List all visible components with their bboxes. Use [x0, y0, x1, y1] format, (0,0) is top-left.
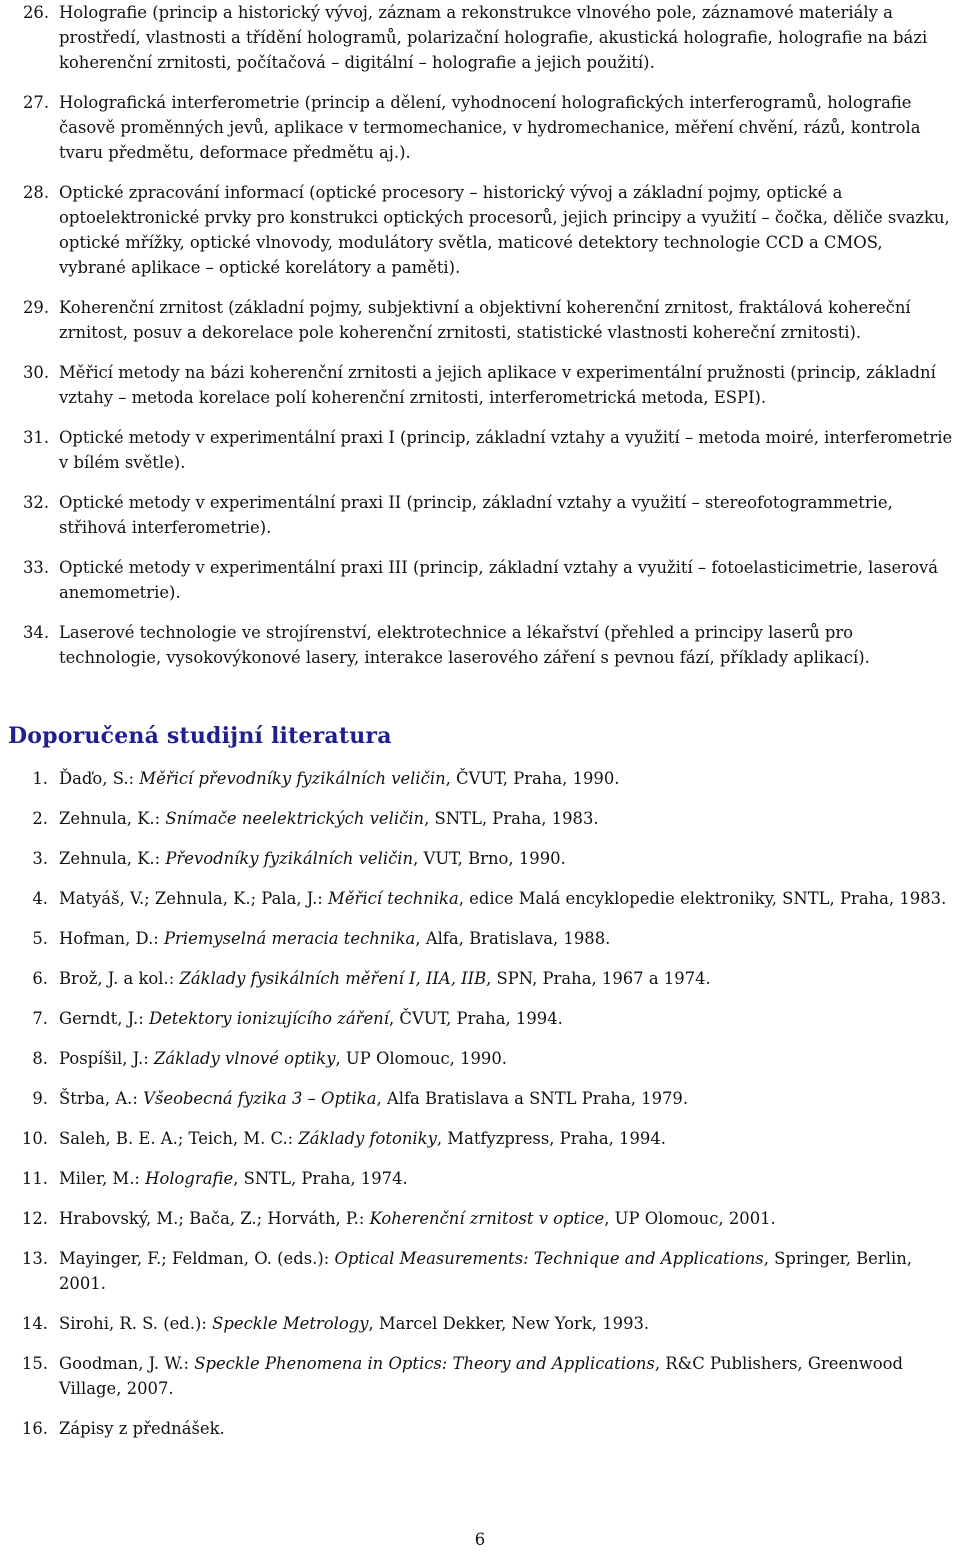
reference-publisher: , Matfyzpress, Praha, 1994. [436, 1129, 666, 1148]
page-number: 6 [474, 1530, 486, 1549]
reference-author: Miler, M.: [59, 1169, 146, 1188]
reference-title: Měřicí technika [328, 889, 459, 908]
reference-title: Holografie [145, 1169, 234, 1188]
reference-item [0, 886, 960, 911]
reference-number: 4. [32, 889, 48, 908]
reference-author: Brož, J. a kol.: [59, 969, 180, 988]
reference-publisher: , Springer, Berlin, 2001. [59, 1249, 912, 1293]
topic-number: 26. [23, 3, 50, 22]
reference-author: Ďaďo, S.: [59, 769, 140, 788]
topic-text: Optické zpracování informací (optické procesory – historický vývoj a základní pojmy, optické a optoelektronické prvky pro konstrukci optických procesorů, jejich principy a využití – čočka, děliče svazku, optické mřížky, optické vlnovody, modulátory světla, maticové detektory technologie CCD a CMOS, vybrané aplikace – optické korelátory a paměti). [59, 183, 950, 277]
topic-item [0, 490, 960, 540]
reference-item [0, 806, 960, 831]
reference-author: Gerndt, J.: [59, 1009, 149, 1028]
topic-number: 32. [23, 493, 50, 512]
topic-text: Optické metody v experimentální praxi II (princip, základní vztahy a využití – stereofotogrammetrie, střihová interferometrie). [59, 493, 893, 537]
reference-item [0, 1046, 960, 1071]
reference-title: Snímače neelektrických veličin [165, 809, 425, 828]
reference-number: 6. [32, 969, 48, 988]
topic-number: 34. [23, 623, 50, 642]
reference-number: 7. [32, 1009, 48, 1028]
reference-publisher: , Alfa Bratislava a SNTL Praha, 1979. [376, 1089, 689, 1108]
topic-text: Holografie (princip a historický vývoj, záznam a rekonstrukce vlnového pole, záznamové materiály a prostředí, vlastnosti a třídění hologramů, polarizační holografie, akustická holografie, holografie na bázi koherenční zrnitosti, počítačová – digitální – holografie a jejich použití). [59, 3, 928, 72]
reference-publisher: , UP Olomouc, 2001. [604, 1209, 776, 1228]
reference-item [0, 1416, 960, 1441]
reference-number: 9. [32, 1089, 48, 1108]
reference-author: Goodman, J. W.: [59, 1354, 195, 1373]
topic-number: 30. [23, 363, 50, 382]
reference-item [0, 1006, 960, 1031]
reference-item [0, 1351, 960, 1401]
reference-title: Všeobecná fyzika 3 – Optika [143, 1089, 377, 1108]
reference-number: 10. [21, 1129, 48, 1148]
reference-title: Speckle Phenomena in Optics: Theory and Applications [194, 1354, 655, 1373]
reference-title: Koherenční zrnitost v optice [369, 1209, 605, 1228]
reference-publisher: , VUT, Brno, 1990. [413, 849, 566, 868]
topic-number: 27. [23, 93, 50, 112]
topic-text: Laserové technologie ve strojírenství, elektrotechnice a lékařství (přehled a principy laserů pro technologie, vysokovýkonové lasery, interakce laserového záření s pevnou fází, příklady aplikací). [59, 623, 870, 667]
reference-publisher: , UP Olomouc, 1990. [335, 1049, 507, 1068]
topic-item [0, 295, 960, 345]
reference-author: Saleh, B. E. A.; Teich, M. C.: [59, 1129, 299, 1148]
reference-author: Zehnula, K.: [59, 809, 166, 828]
reference-item [0, 1311, 960, 1336]
reference-author: Hrabovský, M.; Bača, Z.; Horváth, P.: [59, 1209, 370, 1228]
reference-publisher: , SNTL, Praha, 1983. [424, 809, 599, 828]
topic-text: Koherenční zrnitost (základní pojmy, subjektivní a objektivní koherenční zrnitost, fraktálová kohereční zrnitost, posuv a dekorelace pole koherenční zrnitosti, statistické vlastnosti kohereční zrnitosti). [59, 298, 911, 342]
reference-number: 15. [21, 1354, 48, 1373]
literature-heading: Doporučená studijní literatura [8, 723, 392, 749]
topic-number: 29. [23, 298, 50, 317]
reference-publisher: , Alfa, Bratislava, 1988. [415, 929, 611, 948]
reference-title: Měřicí převodníky fyzikálních veličin [139, 769, 446, 788]
reference-publisher: , R&C Publishers, Greenwood Village, 2007. [59, 1354, 903, 1398]
reference-number: 12. [21, 1209, 48, 1228]
reference-number: 3. [32, 849, 48, 868]
topic-text: Holografická interferometrie (princip a dělení, vyhodnocení holografických interferogramů, holografie časově proměnných jevů, aplikace v termomechanice, v hydromechanice, měření chvění, rázů, kontrola tvaru předmětu, deformace předmětu aj.). [59, 93, 921, 162]
topic-number: 28. [23, 183, 50, 202]
reference-number: 5. [32, 929, 48, 948]
reference-number: 13. [21, 1249, 48, 1268]
reference-publisher: , Marcel Dekker, New York, 1993. [368, 1314, 650, 1333]
reference-number: 16. [21, 1419, 48, 1438]
reference-title: Převodníky fyzikálních veličin [165, 849, 414, 868]
topic-item [0, 360, 960, 410]
topic-item [0, 425, 960, 475]
topic-text: Optické metody v experimentální praxi III (princip, základní vztahy a využití – fotoelasticimetrie, laserová anemometrie). [59, 558, 938, 602]
topic-list [0, 0, 960, 685]
topic-item [0, 180, 960, 280]
reference-author: Zápisy z přednášek. [59, 1419, 225, 1438]
reference-item [0, 846, 960, 871]
reference-author: Zehnula, K.: [59, 849, 166, 868]
reference-number: 8. [32, 1049, 48, 1068]
reference-author: Mayinger, F.; Feldman, O. (eds.): [59, 1249, 335, 1268]
reference-number: 14. [21, 1314, 48, 1333]
reference-item [0, 1086, 960, 1111]
reference-title: Priemyselná meracia technika [164, 929, 416, 948]
reference-title: Optical Measurements: Technique and Applications [334, 1249, 764, 1268]
reference-author: Štrba, A.: [59, 1089, 144, 1108]
reference-item [0, 1246, 960, 1296]
reference-list [0, 766, 960, 1456]
reference-item [0, 1126, 960, 1151]
reference-title: Speckle Metrology [212, 1314, 369, 1333]
reference-item [0, 1166, 960, 1191]
topic-number: 33. [23, 558, 50, 577]
reference-item [0, 966, 960, 991]
topic-item [0, 555, 960, 605]
topic-item [0, 90, 960, 165]
reference-author: Hofman, D.: [59, 929, 165, 948]
reference-publisher: , ČVUT, Praha, 1990. [445, 769, 620, 788]
reference-publisher: , SNTL, Praha, 1974. [233, 1169, 408, 1188]
reference-title: Základy vlnové optiky [153, 1049, 336, 1068]
reference-number: 2. [32, 809, 48, 828]
reference-author: Matyáš, V.; Zehnula, K.; Pala, J.: [59, 889, 329, 908]
reference-title: Základy fysikálních měření I, IIA, IIB [179, 969, 487, 988]
reference-number: 11. [21, 1169, 48, 1188]
reference-item [0, 926, 960, 951]
reference-publisher: , SPN, Praha, 1967 a 1974. [486, 969, 711, 988]
topic-item [0, 620, 960, 670]
topic-number: 31. [23, 428, 50, 447]
reference-item [0, 766, 960, 791]
reference-number: 1. [32, 769, 48, 788]
topic-item [0, 0, 960, 75]
reference-title: Základy fotoniky [298, 1129, 437, 1148]
reference-item [0, 1206, 960, 1231]
topic-text: Měřicí metody na bázi koherenční zrnitosti a jejich aplikace v experimentální pružnosti (princip, základní vztahy – metoda korelace polí koherenční zrnitosti, interferometrická metoda, ESPI). [59, 363, 936, 407]
reference-author: Pospíšil, J.: [59, 1049, 154, 1068]
reference-title: Detektory ionizujícího záření [148, 1009, 389, 1028]
reference-publisher: , edice Malá encyklopedie elektroniky, SNTL, Praha, 1983. [458, 889, 947, 908]
reference-author: Sirohi, R. S. (ed.): [59, 1314, 213, 1333]
topic-text: Optické metody v experimentální praxi I (princip, základní vztahy a využití – metoda moiré, interferometrie v bílém světle). [59, 428, 953, 472]
reference-publisher: , ČVUT, Praha, 1994. [388, 1009, 563, 1028]
